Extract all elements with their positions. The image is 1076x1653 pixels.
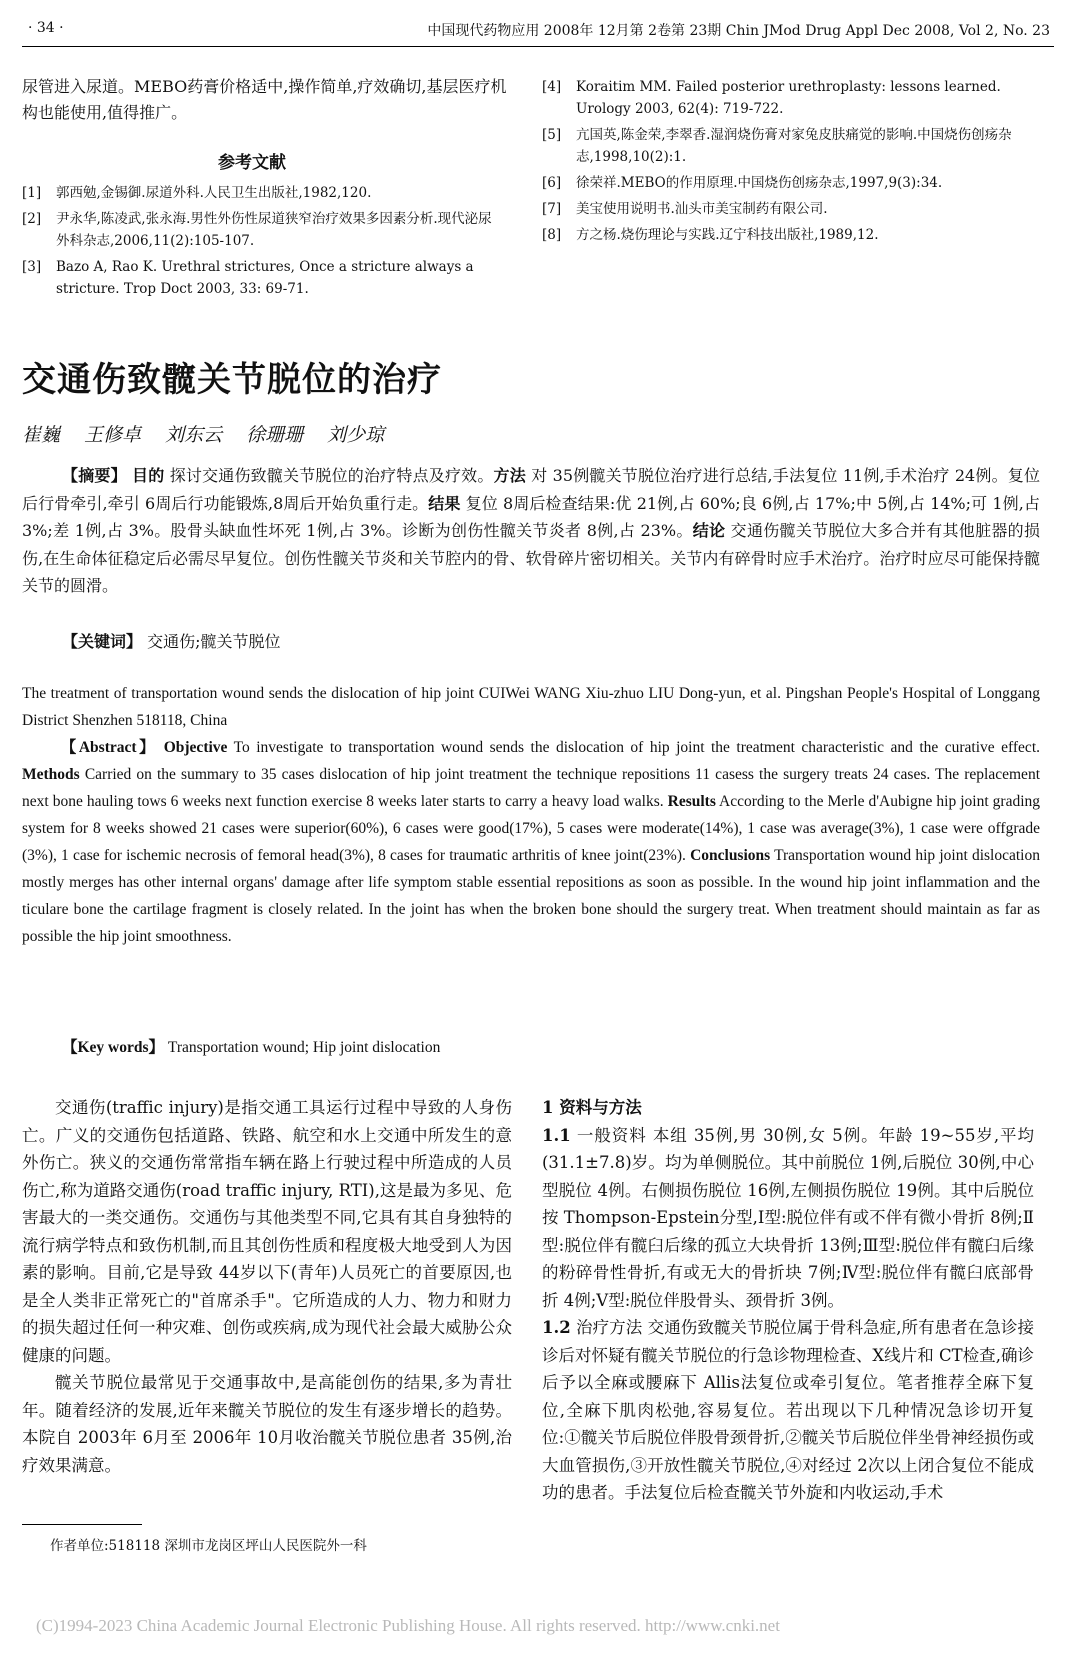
reference-item: [4] Koraitim MM. Failed posterior urethroplasty: lessons learned. Urology 2003, 62(4): 719-722.: [542, 79, 1001, 117]
footnote-rule: [22, 1524, 142, 1525]
body-left-column: [22, 1094, 512, 1479]
reference-item: [7] 美宝使用说明书.汕头市美宝制药有限公司.: [542, 201, 828, 217]
section-1-1: 1.1 一般资料 本组 35例,男 30例,女 5例。年龄 19~55岁,平均(31.1±7.8)岁。均为单侧脱位。其中前脱位 1例,后脱位 30例,中心型脱位 4例。右侧损伤脱位 16例,左侧损伤脱位 19例。其中后脱位按 Thompson-Epstein分型,Ⅰ型:脱位伴有或不伴有微小骨折 8例;Ⅱ型:脱位伴有髋臼后缘的孤立大块骨折 13例;Ⅲ型:脱位伴有髋臼后缘的粉碎骨性骨折,有或无大的骨折块 7例;Ⅳ型:脱位伴有髋臼底部骨折 4例;Ⅴ型:脱位伴股骨头、颈骨折 3例。: [542, 1125, 1034, 1310]
references-right: [542, 76, 1032, 250]
copyright-footer: (C)1994-2023 China Academic Journal Electronic Publishing House. All rights reserved. http://www.cnki.net: [36, 1616, 780, 1635]
references-left: [22, 182, 502, 304]
article-authors: 崔巍 王修卓 刘东云 徐珊珊 刘少琼: [22, 424, 385, 446]
keywords-cn: 【关键词】 交通伤;髋关节脱位: [62, 632, 281, 651]
header-rule: [22, 46, 1054, 47]
section-1-2: 1.2 治疗方法 交通伤致髋关节脱位属于骨科急症,所有患者在急诊接诊后对怀疑有髋关节脱位的行急诊物理检查、X线片和 CT检查,确诊后予以全麻或腰麻下 Allis法复位或牵引复位。笔者推荐全麻下复位,全麻下肌肉松弛,容易复位。若出现以下几种情况急诊切开复位:①髋关节后脱位伴股骨颈骨折,②髋关节后脱位伴坐骨神经损伤或大血管损伤,③开放性髋关节脱位,④对经过 2次以上闭合复位不能成功的患者。手法复位后检查髋关节外旋和内收运动,手术: [542, 1318, 1035, 1502]
intro-paragraph: 髋关节脱位最常见于交通事故中,是高能创伤的结果,多为青壮年。随着经济的发展,近年来髋关节脱位的发生有逐步增长的趋势。本院自 2003年 6月至 2006年 10月收治髋关节脱位患者 35例,治疗效果满意。: [22, 1373, 512, 1475]
footnote: 作者单位:518118 深圳市龙岗区坪山人民医院外一科: [50, 1538, 367, 1554]
abstract-en-title: The treatment of transportation wound sends the dislocation of hip joint CUIWei WANG Xiu-zhuo LIU Dong-yun, et al. Pingshan People's Hospital of Longgang District Shenzhen 518118, China: [22, 685, 1040, 729]
reference-item: [5] 亢国英,陈金荣,李翠香.湿润烧伤膏对家兔皮肤痛觉的影响.中国烧伤创疡杂志,1998,10(2):1.: [542, 127, 1012, 165]
prev-article-tail: 尿管进入尿道。MEBO药膏价格适中,操作简单,疗效确切,基层医疗机构也能使用,值得推广。: [22, 77, 507, 122]
reference-item: [8] 方之杨.烧伤理论与实践.辽宁科技出版社,1989,12.: [542, 227, 879, 243]
page-number: · 34 ·: [28, 20, 64, 36]
references-title: 参考文献: [218, 153, 286, 173]
abstract-cn: 【摘要】 目的 探讨交通伤致髋关节脱位的治疗特点及疗效。方法 对 35例髋关节脱位治疗进行总结,手法复位 11例,手术治疗 24例。复位后行骨牵引,牵引 6周后行功能锻炼,8周后开始负重行走。结果 复位 8周后检查结果:优 21例,占 60%;良 6例,占 17%;中 5例,占 14%;可 1例,占 3%;差 1例,占 3%。股骨头缺血性坏死 1例,占 3%。诊断为创伤性髋关节炎者 8例,占 23%。结论 交通伤髋关节脱位大多合并有其他脏器的损伤,在生命体征稳定后必需尽早复位。创伤性髋关节炎和关节腔内的骨、软骨碎片密切相关。关节内有碎骨时应手术治疗。治疗时应尽可能保持髋关节的圆滑。: [22, 466, 1040, 595]
abstract-en: 【Abstract】 Objective To investigate to transportation wound sends the dislocation of hip joint the treatment characteristic and the curative effect. Methods Carried on the summary to 35 cases dislocation of hip joint treatment the technique repositions 11 casess the surgery treats 24 cases. The replacement next bone hauling tows 6 weeks next function exercise 8 weeks later starts to carry a heavy load walks. Results According to the Merle d'Aubigne hip joint grading system for 8 weeks showed 21 cases were superior(60%), 6 cases were good(17%), 5 cases were moderate(14%), 1 case was average(3%), 1 case were offgrade (3%), 1 case for ischemic necrosis of femoral head(3%), 8 cases for traumatic arthritis of knee joint(23%). Conclusions Transportation wound hip joint dislocation mostly merges has other internal organs' damage after life symptom stable essential repositions as soon as possible. In the wound hip joint inflammation and the ticulare bone the cartilage fragment is closely related. In the joint has when the broken bone should the surgery treat. When treatment should maintain as far as possible the hip joint smoothness.: [22, 739, 1041, 945]
reference-item: [3] Bazo A, Rao K. Urethral strictures, Once a stricture always a stricture. Trop Doct 2003, 33: 69-71.: [22, 259, 474, 297]
body-right-column: [542, 1094, 1034, 1507]
reference-item: [6] 徐荣祥.MEBO的作用原理.中国烧伤创疡杂志,1997,9(3):34.: [542, 175, 943, 191]
reference-item: [2] 尹永华,陈凌武,张永海.男性外伤性尿道狭窄治疗效果多因素分析.现代泌尿外科杂志,2006,11(2):105-107.: [22, 211, 492, 249]
section-heading: 1 资料与方法: [542, 1098, 642, 1117]
reference-item: [1] 郭西勉,金锡御.尿道外科.人民卫生出版社,1982,120.: [22, 185, 372, 201]
keywords-en: 【Key words】 Transportation wound; Hip joint dislocation: [62, 1039, 441, 1056]
journal-header: 中国现代药物应用 2008年 12月第 2卷第 23期 Chin JMod Drug Appl Dec 2008, Vol 2, No. 23: [427, 23, 1050, 39]
article-title: 交通伤致髋关节脱位的治疗: [22, 360, 442, 400]
intro-paragraph: 交通伤(traffic injury)是指交通工具运行过程中导致的人身伤亡。广义的交通伤包括道路、铁路、航空和水上交通中所发生的意外伤亡。狭义的交通伤常常指车辆在路上行驶过程中所造成的人员伤亡,称为道路交通伤(road traffic injury, RTI),这是最为多见、危害最大的一类交通伤。交通伤与其他类型不同,它具有其自身独特的流行病学特点和致伤机制,而且其创伤性质和程度极大地受到人为因素的影响。目前,它是导致 44岁以下(青年)人员死亡的首要原因,也是全人类非正常死亡的"首席杀手"。它所造成的人力、物力和财力的损失超过任何一种灾难、创伤或疾病,成为现代社会最大威胁公众健康的问题。: [22, 1098, 512, 1365]
